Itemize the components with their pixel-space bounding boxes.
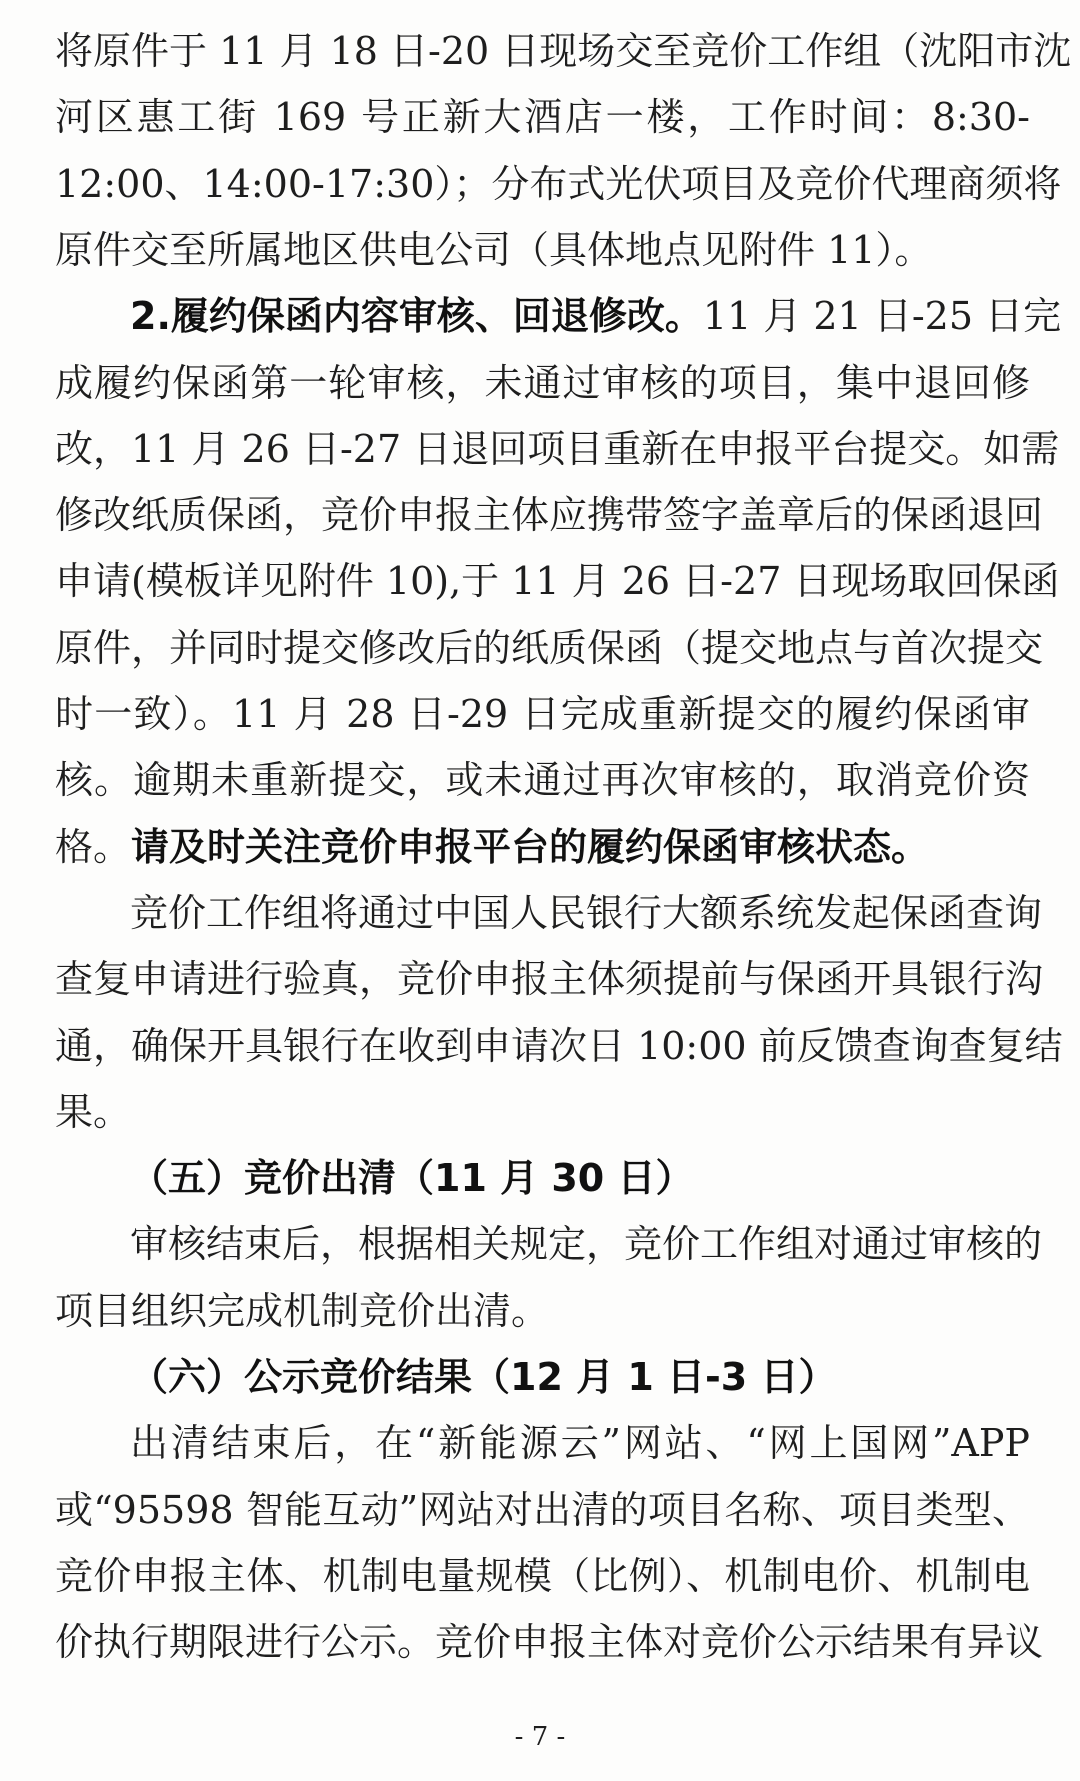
- text-line: [55, 817, 1030, 877]
- body-text: 原件，并同时提交修改后的纸质保函（提交地点与首次提交: [55, 625, 1044, 670]
- bold-text: （五）竞价出清（11 月 30 日）: [130, 1156, 694, 1201]
- text-line: [55, 949, 1044, 1009]
- body-text: 原件交至所属地区供电公司（具体地点见附件 11）。: [55, 227, 933, 272]
- text-line: [55, 1082, 1030, 1142]
- text-line: [55, 419, 1060, 479]
- body-text: 审核结束后，根据相关规定，竞价工作组对通过审核的: [130, 1222, 1043, 1267]
- text-line: [55, 1016, 1063, 1076]
- body-text: 出清结束后，在“新能源云”网站、“网上国网”APP: [130, 1421, 1030, 1466]
- body-text: 成履约保函第一轮审核，未通过审核的项目，集中退回修: [55, 360, 1030, 405]
- page-number: - 7 -: [514, 1722, 566, 1752]
- body-text: 11 月 21 日-25 日完: [702, 294, 1062, 339]
- text-line: [55, 551, 1060, 611]
- text-line: [55, 1546, 1030, 1606]
- text-line: [55, 21, 1072, 81]
- bold-text: （六）公示竞价结果（12 月 1 日-3 日）: [130, 1355, 837, 1399]
- body-text: 项目组织完成机制竞价出清。: [55, 1288, 550, 1333]
- text-line: [55, 485, 1044, 545]
- body-text: 格。: [55, 824, 132, 869]
- body-text: 时一致）。11 月 28 日-29 日完成重新提交的履约保函审: [55, 692, 1030, 736]
- text-line: [55, 684, 1030, 744]
- body-text: 通，确保开具银行在收到申请次日 10:00 前反馈查询查复结: [55, 1023, 1063, 1068]
- bold-text: 2.履约保函内容审核、回退修改。: [130, 294, 703, 339]
- text-line: [130, 1214, 1043, 1274]
- text-line: [55, 87, 1030, 147]
- body-text: 核。逾期未重新提交，或未通过再次审核的，取消竞价资: [55, 758, 1030, 803]
- body-text: 12:00、14:00-17:30）；分布式光伏项目及竞价代理商须将: [55, 161, 1062, 206]
- text-line: [55, 1480, 1030, 1540]
- body-text: 将原件于 11 月 18 日-20 日现场交至竞价工作组（沈阳市沈: [55, 29, 1072, 73]
- body-text: 查复申请进行验真，竞价申报主体须提前与保函开具银行沟: [55, 957, 1044, 1002]
- body-text: 修改纸质保函，竞价申报主体应携带签字盖章后的保函退回: [55, 493, 1044, 538]
- body-text: 河区惠工街 169 号正新大酒店一楼，工作时间：8:30-: [55, 95, 1030, 140]
- text-line: [130, 1148, 1030, 1208]
- text-line: [55, 353, 1030, 413]
- bold-text: 请及时关注竞价申报平台的履约保函审核状态。: [131, 824, 930, 869]
- text-line: [55, 220, 1030, 280]
- body-text: 或“95598 智能互动”网站对出清的项目名称、项目类型、: [55, 1487, 1030, 1532]
- text-line: [130, 286, 1062, 346]
- text-line: [130, 883, 1043, 943]
- body-text: 申请(模板详见附件 10),于 11 月 26 日-27 日现场取回保函: [55, 559, 1060, 604]
- body-text: 价执行期限进行公示。竞价申报主体对竞价公示结果有异议: [55, 1620, 1044, 1665]
- text-line: [130, 1347, 1030, 1407]
- text-line: [55, 1281, 1030, 1341]
- text-line: [55, 618, 1044, 678]
- body-text: 竞价工作组将通过中国人民银行大额系统发起保函查询: [130, 890, 1043, 935]
- text-line: [130, 1413, 1030, 1473]
- body-text: 果。: [55, 1089, 132, 1134]
- body-text: 改，11 月 26 日-27 日退回项目重新在申报平台提交。如需: [55, 426, 1060, 471]
- text-line: [55, 154, 1062, 214]
- text-line: [55, 1612, 1044, 1672]
- body-text: 竞价申报主体、机制电量规模（比例）、机制电价、机制电: [55, 1553, 1030, 1598]
- text-line: [55, 750, 1030, 810]
